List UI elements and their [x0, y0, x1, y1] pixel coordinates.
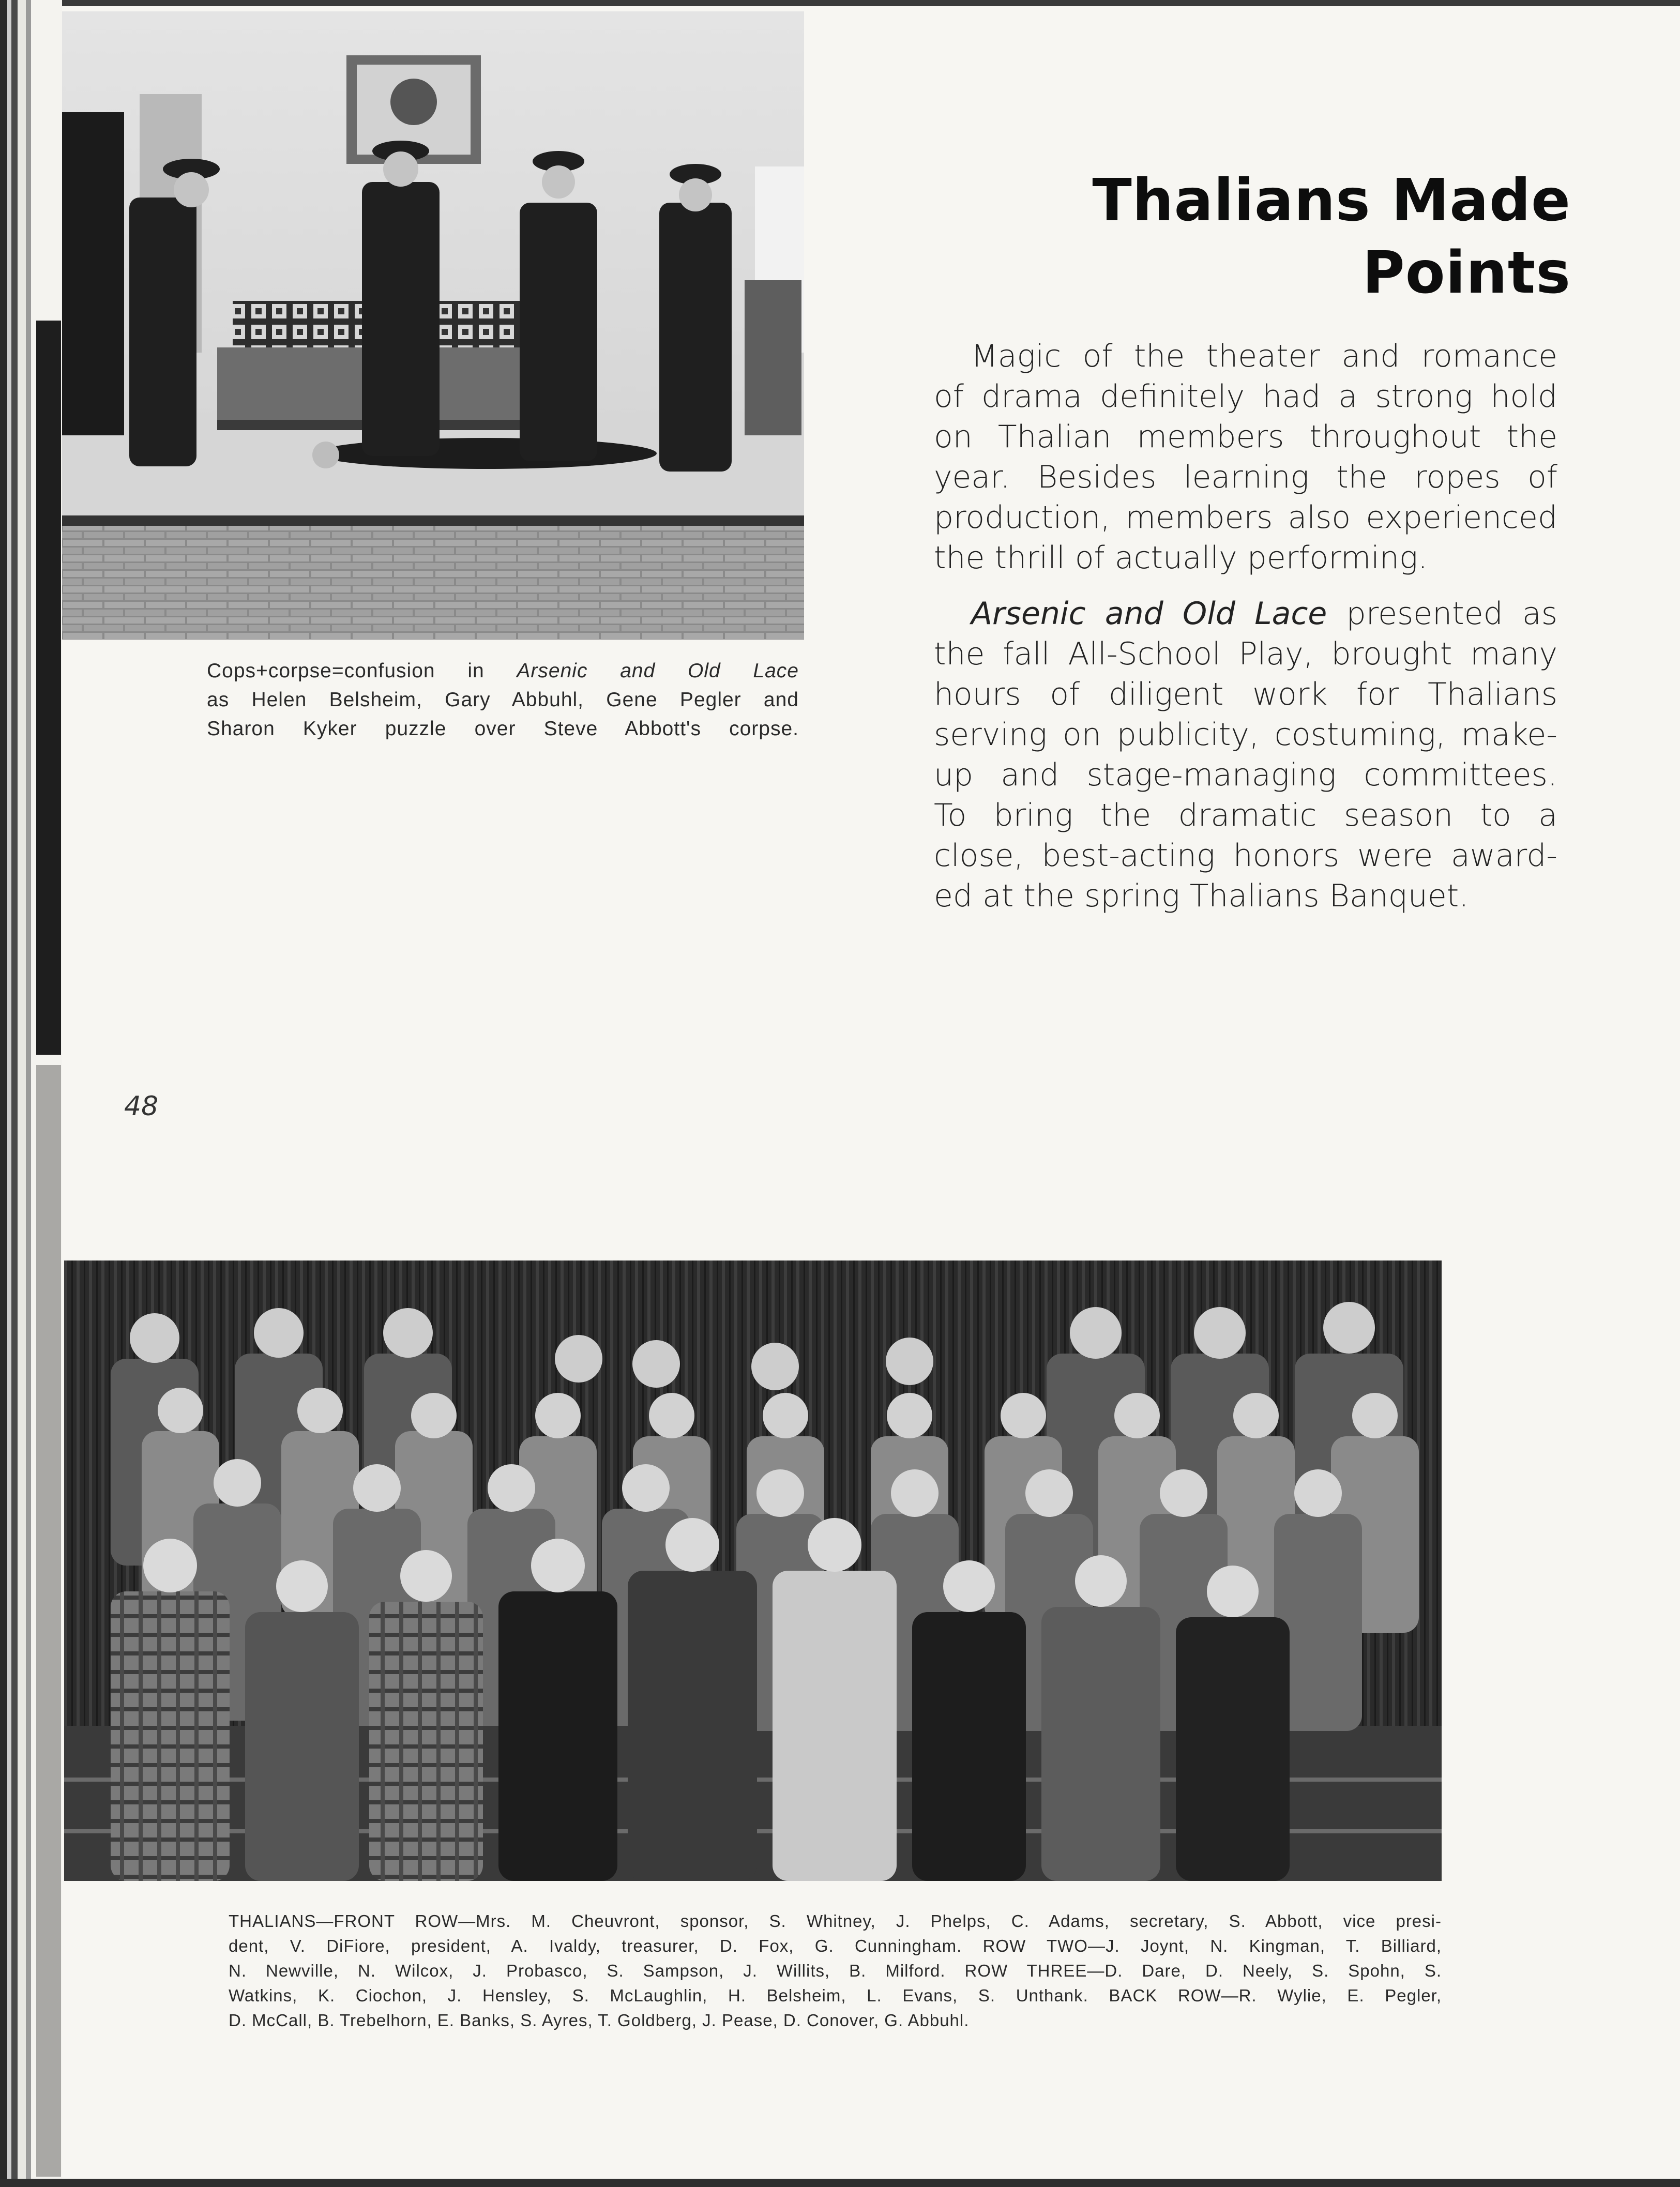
group-photo-caption — [229, 1909, 1442, 2033]
article-body — [934, 336, 1557, 916]
page-title: Thalians Made Points — [1092, 167, 1571, 307]
article-line — [934, 594, 1557, 634]
caption-text: Sharon Kyker puzzle over Steve Abbott's corpse. — [207, 718, 799, 740]
stage-play-illustration — [62, 11, 804, 640]
caption-line: N. Newville, N. Wilcox, J. Probasco, S. Sampson, J. Willits, B. Milford. ROW THREE—D. Dare, D. Neely, S. Spohn, S. — [229, 1961, 1442, 1980]
article-line: To bring the dramatic season to a — [934, 797, 1557, 833]
article-line: Magic of the theater and romance — [971, 338, 1557, 374]
caption-line: dent, V. DiFiore, president, A. Ivaldy, treasurer, D. Fox, G. Cunningham. ROW TWO—J. Joynt, N. Kingman, T. Billiard, — [229, 1936, 1442, 1955]
caption-play-title: Arsenic and Old Lace — [517, 660, 799, 682]
paragraph-gap — [934, 578, 1557, 594]
page-binding — [0, 0, 62, 2187]
top-edge — [0, 0, 1680, 6]
caption-line: D. McCall, B. Trebelhorn, E. Banks, S. Ayres, T. Goldberg, J. Pease, D. Conover, G. Abbuhl. — [229, 2011, 970, 2030]
stage-photo-caption — [207, 657, 799, 743]
article-line: the fall All-School Play, brought many — [934, 636, 1557, 672]
article-line: serving on publicity, costuming, make- — [934, 717, 1557, 753]
group-photo-illustration — [64, 1260, 1442, 1881]
article-line: ed at the spring Thalians Banquet. — [934, 878, 1469, 914]
article-line: production, members also experienced — [934, 499, 1557, 536]
group-photo — [64, 1260, 1442, 1881]
play-title: Arsenic and Old Lace — [971, 596, 1327, 632]
article-line: up and stage-managing committees. — [934, 757, 1557, 793]
page-number: 48 — [124, 1091, 159, 1122]
article-line: hours of diligent work for Thalians — [934, 676, 1557, 712]
article-line: of drama definitely had a strong hold — [934, 378, 1557, 415]
caption-line — [207, 686, 799, 715]
caption-text: as Helen Belsheim, Gary Abbuhl, Gene Pegler and — [207, 689, 799, 711]
caption-line: THALIANS—FRONT ROW—Mrs. M. Cheuvront, sponsor, S. Whitney, J. Phelps, C. Adams, secretary, S. Abbott, vice presi- — [229, 1911, 1442, 1931]
binding-shadow — [36, 321, 61, 1055]
stage-play-photo — [62, 11, 804, 640]
article-text: presented as — [1327, 596, 1558, 632]
article-line: close, best-acting honors were award- — [934, 838, 1557, 874]
article-line: the thrill of actually performing. — [934, 540, 1428, 576]
caption-text: Cops+corpse=confusion in — [207, 660, 517, 682]
article-line: year. Besides learning the ropes of — [934, 459, 1557, 495]
binding-shadow-lower — [36, 1065, 61, 2177]
bottom-edge — [0, 2179, 1680, 2187]
caption-line: Watkins, K. Ciochon, J. Hensley, S. McLaughlin, H. Belsheim, L. Evans, S. Unthank. BACK ROW—R. Wylie, E. Pegler, — [229, 1986, 1442, 2005]
caption-line — [207, 715, 799, 743]
article-line: on Thalian members throughout the — [934, 419, 1557, 455]
caption-line — [207, 657, 799, 686]
